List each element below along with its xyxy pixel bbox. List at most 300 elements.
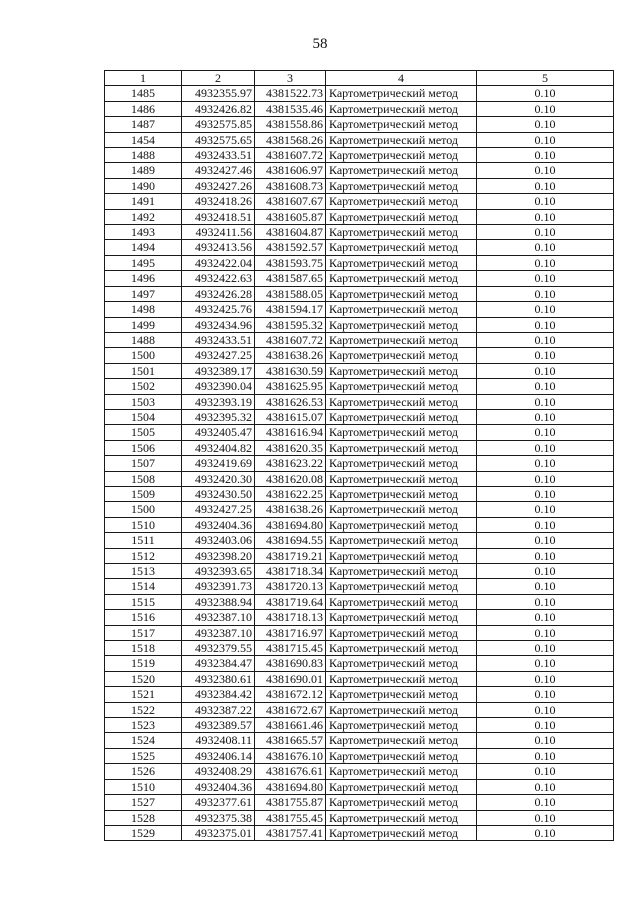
accuracy-cell: 0.10 xyxy=(477,748,614,763)
method-cell: Картометрический метод xyxy=(326,718,477,733)
table-row xyxy=(105,132,614,147)
point-number-cell: 1529 xyxy=(105,825,182,840)
table-row xyxy=(105,733,614,748)
table-row xyxy=(105,564,614,579)
point-number-cell: 1496 xyxy=(105,271,182,286)
point-number-cell: 1495 xyxy=(105,255,182,270)
table-row xyxy=(105,502,614,517)
x-coordinate-cell: 4932425.76 xyxy=(182,302,255,317)
table-row xyxy=(105,302,614,317)
x-coordinate-cell: 4932405.47 xyxy=(182,425,255,440)
table-row xyxy=(105,687,614,702)
y-coordinate-cell: 4381623.22 xyxy=(255,456,326,471)
table-row xyxy=(105,486,614,501)
accuracy-cell: 0.10 xyxy=(477,610,614,625)
table-row xyxy=(105,86,614,101)
y-coordinate-cell: 4381630.59 xyxy=(255,363,326,378)
method-cell: Картометрический метод xyxy=(326,502,477,517)
y-coordinate-cell: 4381568.26 xyxy=(255,132,326,147)
point-number-cell: 1500 xyxy=(105,348,182,363)
table-row xyxy=(105,255,614,270)
y-coordinate-cell: 4381672.67 xyxy=(255,702,326,717)
column-header-3: 3 xyxy=(255,71,326,86)
accuracy-cell: 0.10 xyxy=(477,564,614,579)
accuracy-cell: 0.10 xyxy=(477,733,614,748)
point-number-cell: 1488 xyxy=(105,148,182,163)
y-coordinate-cell: 4381638.26 xyxy=(255,348,326,363)
column-header-5: 5 xyxy=(477,71,614,86)
x-coordinate-cell: 4932408.11 xyxy=(182,733,255,748)
x-coordinate-cell: 4932427.26 xyxy=(182,178,255,193)
method-cell: Картометрический метод xyxy=(326,656,477,671)
method-cell: Картометрический метод xyxy=(326,486,477,501)
y-coordinate-cell: 4381594.17 xyxy=(255,302,326,317)
x-coordinate-cell: 4932413.56 xyxy=(182,240,255,255)
y-coordinate-cell: 4381719.64 xyxy=(255,594,326,609)
y-coordinate-cell: 4381719.21 xyxy=(255,548,326,563)
y-coordinate-cell: 4381608.73 xyxy=(255,178,326,193)
y-coordinate-cell: 4381665.57 xyxy=(255,733,326,748)
x-coordinate-cell: 4932430.50 xyxy=(182,486,255,501)
method-cell: Картометрический метод xyxy=(326,348,477,363)
y-coordinate-cell: 4381592.57 xyxy=(255,240,326,255)
method-cell: Картометрический метод xyxy=(326,148,477,163)
x-coordinate-cell: 4932377.61 xyxy=(182,795,255,810)
method-cell: Картометрический метод xyxy=(326,271,477,286)
accuracy-cell: 0.10 xyxy=(477,687,614,702)
accuracy-cell: 0.10 xyxy=(477,517,614,532)
x-coordinate-cell: 4932434.96 xyxy=(182,317,255,332)
point-number-cell: 1488 xyxy=(105,332,182,347)
accuracy-cell: 0.10 xyxy=(477,425,614,440)
x-coordinate-cell: 4932389.57 xyxy=(182,718,255,733)
accuracy-cell: 0.10 xyxy=(477,810,614,825)
table-row xyxy=(105,594,614,609)
accuracy-cell: 0.10 xyxy=(477,641,614,656)
x-coordinate-cell: 4932355.97 xyxy=(182,86,255,101)
accuracy-cell: 0.10 xyxy=(477,317,614,332)
accuracy-cell: 0.10 xyxy=(477,486,614,501)
point-number-cell: 1486 xyxy=(105,101,182,116)
method-cell: Картометрический метод xyxy=(326,748,477,763)
table-row xyxy=(105,178,614,193)
method-cell: Картометрический метод xyxy=(326,425,477,440)
y-coordinate-cell: 4381607.72 xyxy=(255,148,326,163)
table-row xyxy=(105,610,614,625)
x-coordinate-cell: 4932406.14 xyxy=(182,748,255,763)
accuracy-cell: 0.10 xyxy=(477,579,614,594)
y-coordinate-cell: 4381720.13 xyxy=(255,579,326,594)
point-number-cell: 1508 xyxy=(105,471,182,486)
y-coordinate-cell: 4381588.05 xyxy=(255,286,326,301)
x-coordinate-cell: 4932433.51 xyxy=(182,332,255,347)
method-cell: Картометрический метод xyxy=(326,564,477,579)
table-header xyxy=(105,71,614,86)
point-number-cell: 1519 xyxy=(105,656,182,671)
accuracy-cell: 0.10 xyxy=(477,456,614,471)
x-coordinate-cell: 4932419.69 xyxy=(182,456,255,471)
table-row xyxy=(105,795,614,810)
accuracy-cell: 0.10 xyxy=(477,471,614,486)
table-row xyxy=(105,456,614,471)
x-coordinate-cell: 4932420.30 xyxy=(182,471,255,486)
method-cell: Картометрический метод xyxy=(326,225,477,240)
y-coordinate-cell: 4381694.80 xyxy=(255,517,326,532)
point-number-cell: 1493 xyxy=(105,225,182,240)
x-coordinate-cell: 4932427.25 xyxy=(182,348,255,363)
method-cell: Картометрический метод xyxy=(326,779,477,794)
table-row xyxy=(105,702,614,717)
y-coordinate-cell: 4381593.75 xyxy=(255,255,326,270)
table-row xyxy=(105,656,614,671)
point-number-cell: 1511 xyxy=(105,533,182,548)
point-number-cell: 1515 xyxy=(105,594,182,609)
method-cell: Картометрический метод xyxy=(326,641,477,656)
x-coordinate-cell: 4932384.47 xyxy=(182,656,255,671)
accuracy-cell: 0.10 xyxy=(477,132,614,147)
x-coordinate-cell: 4932427.25 xyxy=(182,502,255,517)
point-number-cell: 1498 xyxy=(105,302,182,317)
accuracy-cell: 0.10 xyxy=(477,625,614,640)
accuracy-cell: 0.10 xyxy=(477,718,614,733)
table-row xyxy=(105,748,614,763)
accuracy-cell: 0.10 xyxy=(477,101,614,116)
table-row xyxy=(105,363,614,378)
method-cell: Картометрический метод xyxy=(326,702,477,717)
point-number-cell: 1512 xyxy=(105,548,182,563)
method-cell: Картометрический метод xyxy=(326,286,477,301)
y-coordinate-cell: 4381715.45 xyxy=(255,641,326,656)
method-cell: Картометрический метод xyxy=(326,394,477,409)
x-coordinate-cell: 4932404.36 xyxy=(182,779,255,794)
x-coordinate-cell: 4932433.51 xyxy=(182,148,255,163)
y-coordinate-cell: 4381661.46 xyxy=(255,718,326,733)
accuracy-cell: 0.10 xyxy=(477,779,614,794)
y-coordinate-cell: 4381607.67 xyxy=(255,194,326,209)
method-cell: Картометрический метод xyxy=(326,409,477,424)
x-coordinate-cell: 4932427.46 xyxy=(182,163,255,178)
point-number-cell: 1454 xyxy=(105,132,182,147)
x-coordinate-cell: 4932387.22 xyxy=(182,702,255,717)
point-number-cell: 1485 xyxy=(105,86,182,101)
method-cell: Картометрический метод xyxy=(326,548,477,563)
x-coordinate-cell: 4932390.04 xyxy=(182,379,255,394)
x-coordinate-cell: 4932575.65 xyxy=(182,132,255,147)
table-row xyxy=(105,409,614,424)
y-coordinate-cell: 4381638.26 xyxy=(255,502,326,517)
accuracy-cell: 0.10 xyxy=(477,502,614,517)
table-row xyxy=(105,579,614,594)
point-number-cell: 1526 xyxy=(105,764,182,779)
table-row xyxy=(105,286,614,301)
accuracy-cell: 0.10 xyxy=(477,533,614,548)
method-cell: Картометрический метод xyxy=(326,101,477,116)
y-coordinate-cell: 4381622.25 xyxy=(255,486,326,501)
point-number-cell: 1514 xyxy=(105,579,182,594)
method-cell: Картометрический метод xyxy=(326,517,477,532)
method-cell: Картометрический метод xyxy=(326,795,477,810)
point-number-cell: 1491 xyxy=(105,194,182,209)
method-cell: Картометрический метод xyxy=(326,163,477,178)
method-cell: Картометрический метод xyxy=(326,471,477,486)
point-number-cell: 1497 xyxy=(105,286,182,301)
table-row xyxy=(105,194,614,209)
table-row xyxy=(105,718,614,733)
y-coordinate-cell: 4381535.46 xyxy=(255,101,326,116)
method-cell: Картометрический метод xyxy=(326,579,477,594)
x-coordinate-cell: 4932384.42 xyxy=(182,687,255,702)
header-row xyxy=(105,71,614,86)
x-coordinate-cell: 4932403.06 xyxy=(182,533,255,548)
accuracy-cell: 0.10 xyxy=(477,348,614,363)
table-row xyxy=(105,517,614,532)
accuracy-cell: 0.10 xyxy=(477,702,614,717)
table-row xyxy=(105,548,614,563)
x-coordinate-cell: 4932379.55 xyxy=(182,641,255,656)
y-coordinate-cell: 4381676.61 xyxy=(255,764,326,779)
point-number-cell: 1506 xyxy=(105,440,182,455)
point-number-cell: 1502 xyxy=(105,379,182,394)
method-cell: Картометрический метод xyxy=(326,456,477,471)
y-coordinate-cell: 4381620.35 xyxy=(255,440,326,455)
accuracy-cell: 0.10 xyxy=(477,178,614,193)
table-row xyxy=(105,671,614,686)
point-number-cell: 1494 xyxy=(105,240,182,255)
accuracy-cell: 0.10 xyxy=(477,594,614,609)
point-number-cell: 1524 xyxy=(105,733,182,748)
y-coordinate-cell: 4381587.65 xyxy=(255,271,326,286)
point-number-cell: 1518 xyxy=(105,641,182,656)
method-cell: Картометрический метод xyxy=(326,594,477,609)
y-coordinate-cell: 4381620.08 xyxy=(255,471,326,486)
x-coordinate-cell: 4932388.94 xyxy=(182,594,255,609)
accuracy-cell: 0.10 xyxy=(477,255,614,270)
y-coordinate-cell: 4381607.72 xyxy=(255,332,326,347)
method-cell: Картометрический метод xyxy=(326,625,477,640)
accuracy-cell: 0.10 xyxy=(477,302,614,317)
accuracy-cell: 0.10 xyxy=(477,225,614,240)
table-row xyxy=(105,148,614,163)
table-row xyxy=(105,225,614,240)
table-row xyxy=(105,332,614,347)
y-coordinate-cell: 4381676.10 xyxy=(255,748,326,763)
point-number-cell: 1523 xyxy=(105,718,182,733)
x-coordinate-cell: 4932422.63 xyxy=(182,271,255,286)
accuracy-cell: 0.10 xyxy=(477,825,614,840)
method-cell: Картометрический метод xyxy=(326,671,477,686)
table-row xyxy=(105,533,614,548)
x-coordinate-cell: 4932389.17 xyxy=(182,363,255,378)
point-number-cell: 1505 xyxy=(105,425,182,440)
table-row xyxy=(105,117,614,132)
x-coordinate-cell: 4932387.10 xyxy=(182,625,255,640)
accuracy-cell: 0.10 xyxy=(477,379,614,394)
y-coordinate-cell: 4381604.87 xyxy=(255,225,326,240)
table-row xyxy=(105,101,614,116)
method-cell: Картометрический метод xyxy=(326,209,477,224)
x-coordinate-cell: 4932418.51 xyxy=(182,209,255,224)
point-number-cell: 1499 xyxy=(105,317,182,332)
x-coordinate-cell: 4932404.82 xyxy=(182,440,255,455)
y-coordinate-cell: 4381718.13 xyxy=(255,610,326,625)
y-coordinate-cell: 4381616.94 xyxy=(255,425,326,440)
method-cell: Картометрический метод xyxy=(326,332,477,347)
table-row xyxy=(105,209,614,224)
column-header-4: 4 xyxy=(326,71,477,86)
method-cell: Картометрический метод xyxy=(326,117,477,132)
x-coordinate-cell: 4932411.56 xyxy=(182,225,255,240)
coordinates-table xyxy=(104,70,614,841)
method-cell: Картометрический метод xyxy=(326,610,477,625)
x-coordinate-cell: 4932395.32 xyxy=(182,409,255,424)
table-row xyxy=(105,394,614,409)
table-row xyxy=(105,271,614,286)
method-cell: Картометрический метод xyxy=(326,764,477,779)
method-cell: Картометрический метод xyxy=(326,733,477,748)
accuracy-cell: 0.10 xyxy=(477,409,614,424)
y-coordinate-cell: 4381755.87 xyxy=(255,795,326,810)
point-number-cell: 1501 xyxy=(105,363,182,378)
table-row xyxy=(105,625,614,640)
table-row xyxy=(105,764,614,779)
x-coordinate-cell: 4932408.29 xyxy=(182,764,255,779)
accuracy-cell: 0.10 xyxy=(477,286,614,301)
x-coordinate-cell: 4932422.04 xyxy=(182,255,255,270)
x-coordinate-cell: 4932393.19 xyxy=(182,394,255,409)
point-number-cell: 1487 xyxy=(105,117,182,132)
point-number-cell: 1504 xyxy=(105,409,182,424)
point-number-cell: 1522 xyxy=(105,702,182,717)
method-cell: Картометрический метод xyxy=(326,379,477,394)
point-number-cell: 1516 xyxy=(105,610,182,625)
point-number-cell: 1517 xyxy=(105,625,182,640)
point-number-cell: 1489 xyxy=(105,163,182,178)
x-coordinate-cell: 4932375.01 xyxy=(182,825,255,840)
column-header-2: 2 xyxy=(182,71,255,86)
point-number-cell: 1527 xyxy=(105,795,182,810)
method-cell: Картометрический метод xyxy=(326,810,477,825)
accuracy-cell: 0.10 xyxy=(477,209,614,224)
table-row xyxy=(105,471,614,486)
accuracy-cell: 0.10 xyxy=(477,86,614,101)
point-number-cell: 1510 xyxy=(105,517,182,532)
x-coordinate-cell: 4932418.26 xyxy=(182,194,255,209)
table-row xyxy=(105,317,614,332)
y-coordinate-cell: 4381625.95 xyxy=(255,379,326,394)
table-row xyxy=(105,240,614,255)
method-cell: Картометрический метод xyxy=(326,255,477,270)
point-number-cell: 1528 xyxy=(105,810,182,825)
x-coordinate-cell: 4932375.38 xyxy=(182,810,255,825)
point-number-cell: 1513 xyxy=(105,564,182,579)
accuracy-cell: 0.10 xyxy=(477,394,614,409)
accuracy-cell: 0.10 xyxy=(477,548,614,563)
table-row xyxy=(105,810,614,825)
method-cell: Картометрический метод xyxy=(326,440,477,455)
table-row xyxy=(105,379,614,394)
method-cell: Картометрический метод xyxy=(326,363,477,378)
point-number-cell: 1490 xyxy=(105,178,182,193)
y-coordinate-cell: 4381690.83 xyxy=(255,656,326,671)
y-coordinate-cell: 4381694.80 xyxy=(255,779,326,794)
table-row xyxy=(105,348,614,363)
table-body xyxy=(105,86,614,841)
x-coordinate-cell: 4932391.73 xyxy=(182,579,255,594)
x-coordinate-cell: 4932387.10 xyxy=(182,610,255,625)
method-cell: Картометрический метод xyxy=(326,687,477,702)
y-coordinate-cell: 4381606.97 xyxy=(255,163,326,178)
accuracy-cell: 0.10 xyxy=(477,148,614,163)
accuracy-cell: 0.10 xyxy=(477,440,614,455)
accuracy-cell: 0.10 xyxy=(477,271,614,286)
x-coordinate-cell: 4932426.28 xyxy=(182,286,255,301)
accuracy-cell: 0.10 xyxy=(477,363,614,378)
y-coordinate-cell: 4381605.87 xyxy=(255,209,326,224)
accuracy-cell: 0.10 xyxy=(477,163,614,178)
x-coordinate-cell: 4932404.36 xyxy=(182,517,255,532)
method-cell: Картометрический метод xyxy=(326,302,477,317)
accuracy-cell: 0.10 xyxy=(477,332,614,347)
method-cell: Картометрический метод xyxy=(326,533,477,548)
method-cell: Картометрический метод xyxy=(326,86,477,101)
point-number-cell: 1492 xyxy=(105,209,182,224)
table-row xyxy=(105,440,614,455)
y-coordinate-cell: 4381757.41 xyxy=(255,825,326,840)
point-number-cell: 1503 xyxy=(105,394,182,409)
accuracy-cell: 0.10 xyxy=(477,240,614,255)
table-row xyxy=(105,163,614,178)
point-number-cell: 1525 xyxy=(105,748,182,763)
y-coordinate-cell: 4381718.34 xyxy=(255,564,326,579)
table-row xyxy=(105,779,614,794)
y-coordinate-cell: 4381626.53 xyxy=(255,394,326,409)
x-coordinate-cell: 4932426.82 xyxy=(182,101,255,116)
method-cell: Картометрический метод xyxy=(326,825,477,840)
y-coordinate-cell: 4381558.86 xyxy=(255,117,326,132)
y-coordinate-cell: 4381522.73 xyxy=(255,86,326,101)
point-number-cell: 1509 xyxy=(105,486,182,501)
accuracy-cell: 0.10 xyxy=(477,671,614,686)
table-row xyxy=(105,825,614,840)
point-number-cell: 1521 xyxy=(105,687,182,702)
y-coordinate-cell: 4381672.12 xyxy=(255,687,326,702)
accuracy-cell: 0.10 xyxy=(477,795,614,810)
page-number: 58 xyxy=(312,36,328,52)
method-cell: Картометрический метод xyxy=(326,132,477,147)
method-cell: Картометрический метод xyxy=(326,240,477,255)
accuracy-cell: 0.10 xyxy=(477,764,614,779)
point-number-cell: 1510 xyxy=(105,779,182,794)
point-number-cell: 1507 xyxy=(105,456,182,471)
accuracy-cell: 0.10 xyxy=(477,117,614,132)
y-coordinate-cell: 4381595.32 xyxy=(255,317,326,332)
column-header-1: 1 xyxy=(105,71,182,86)
y-coordinate-cell: 4381615.07 xyxy=(255,409,326,424)
method-cell: Картометрический метод xyxy=(326,317,477,332)
point-number-cell: 1520 xyxy=(105,671,182,686)
y-coordinate-cell: 4381690.01 xyxy=(255,671,326,686)
y-coordinate-cell: 4381716.97 xyxy=(255,625,326,640)
method-cell: Картометрический метод xyxy=(326,194,477,209)
x-coordinate-cell: 4932398.20 xyxy=(182,548,255,563)
point-number-cell: 1500 xyxy=(105,502,182,517)
x-coordinate-cell: 4932575.85 xyxy=(182,117,255,132)
accuracy-cell: 0.10 xyxy=(477,656,614,671)
x-coordinate-cell: 4932380.61 xyxy=(182,671,255,686)
accuracy-cell: 0.10 xyxy=(477,194,614,209)
table-row xyxy=(105,641,614,656)
table-row xyxy=(105,425,614,440)
